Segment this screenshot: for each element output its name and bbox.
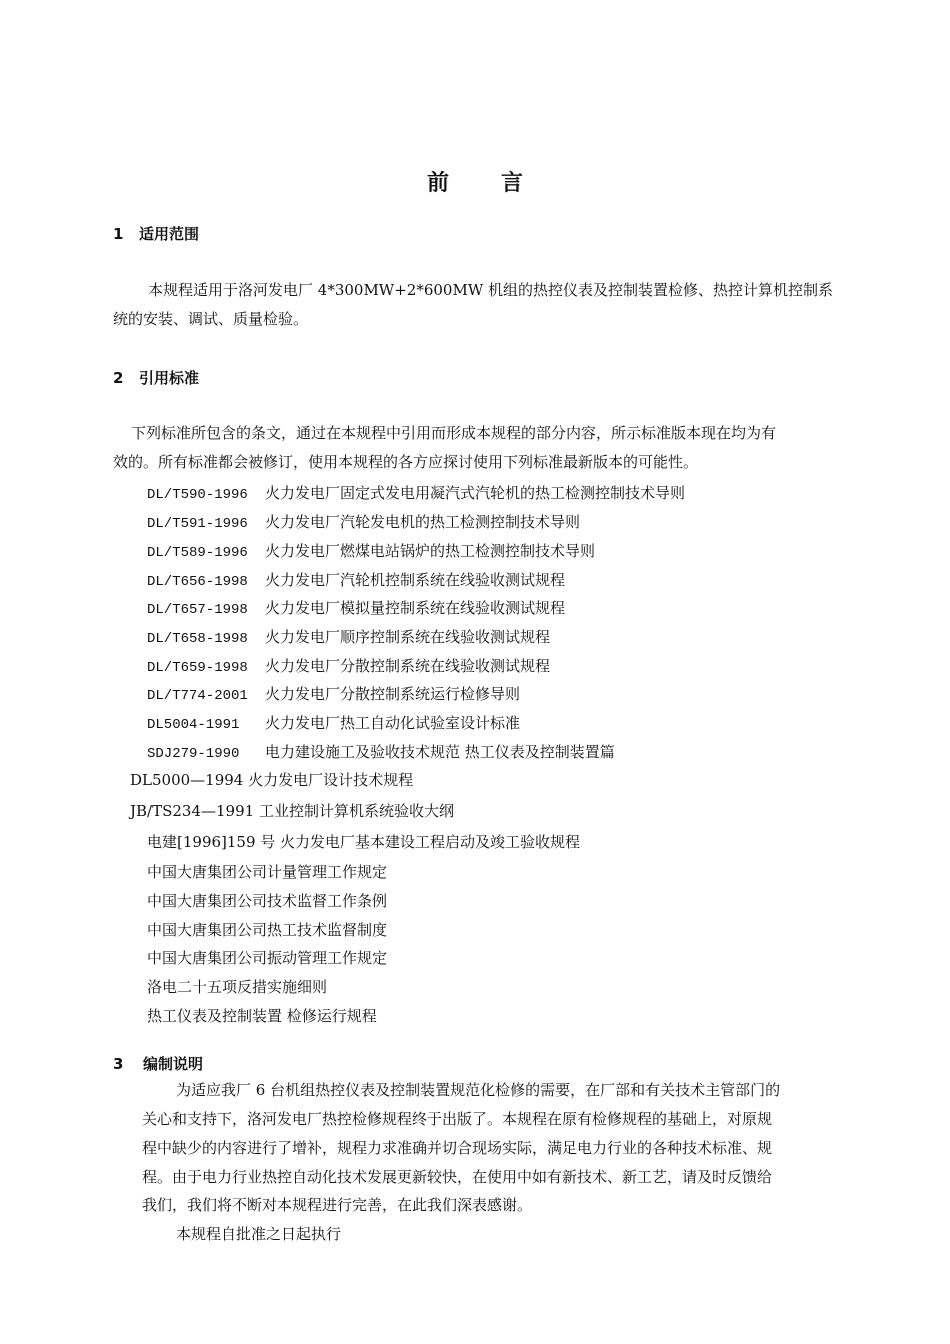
reference-code: DL/T658-1998 — [147, 631, 248, 647]
section-1-heading — [113, 223, 199, 244]
section-3-closing: 本规程自批准之日起执行 — [176, 1225, 342, 1243]
reference-code: DL5004-1991 — [147, 717, 240, 733]
section-title: 适用范围 — [139, 225, 200, 243]
reference-title: 火力发电厂汽轮机控制系统在线验收测试规程 — [265, 571, 566, 589]
reference-item: 洛电二十五项反措实施细则 — [147, 978, 328, 996]
section-2-intro-line: 效的。所有标准都会被修订，使用本规程的各方应探讨使用下列标准最新版本的可能性。 — [113, 453, 699, 471]
section-3-heading — [113, 1053, 203, 1074]
section-1-paragraph-line: 本规程适用于洛河发电厂 4*300MW+2*600MW 机组的热控仪表及控制装置检修、热控计算机控制系 — [148, 281, 834, 299]
reference-code: DL/T589-1996 — [147, 545, 248, 561]
reference-item — [147, 540, 595, 561]
reference-title: 火力发电厂顺序控制系统在线验收测试规程 — [265, 628, 551, 646]
section-number: 2 — [113, 369, 124, 387]
reference-item — [147, 569, 565, 590]
reference-item: 中国大唐集团公司计量管理工作规定 — [147, 863, 388, 881]
reference-item: JB/TS234—1991 工业控制计算机系统验收大纲 — [130, 802, 454, 820]
reference-item — [147, 683, 520, 704]
reference-code: DL/T659-1998 — [147, 660, 248, 676]
reference-item — [147, 712, 520, 733]
reference-item: 中国大唐集团公司热工技术监督制度 — [147, 921, 388, 939]
section-2-intro-line: 下列标准所包含的条文，通过在本规程中引用而形成本规程的部分内容，所示标准版本现在均为有 — [131, 424, 777, 442]
reference-item — [147, 655, 550, 676]
section-3-paragraph-line: 关心和支持下，洛河发电厂热控检修规程终于出版了。本规程在原有检修规程的基础上，对原规 — [142, 1110, 773, 1128]
section-3-paragraph-line: 程中缺少的内容进行了增补，规程力求准确并切合现场实际，满足电力行业的各种技术标准、规 — [142, 1139, 773, 1157]
reference-title: 火力发电厂汽轮发电机的热工检测控制技术导则 — [265, 513, 581, 531]
reference-code: DL/T656-1998 — [147, 574, 248, 590]
reference-title: 火力发电厂分散控制系统在线验收测试规程 — [265, 657, 551, 675]
reference-code: DL/T591-1996 — [147, 516, 248, 532]
title-char-left: 前 — [426, 171, 449, 196]
reference-item: 中国大唐集团公司振动管理工作规定 — [147, 949, 388, 967]
section-3-paragraph-line: 程。由于电力行业热控自动化技术发展更新较快，在使用中如有新技术、新工艺，请及时反馈给 — [142, 1168, 773, 1186]
reference-item — [147, 626, 550, 647]
reference-item: DL5000—1994 火力发电厂设计技术规程 — [130, 771, 414, 789]
title-char-right: 言 — [501, 171, 524, 196]
reference-item: 热工仪表及控制装置 检修运行规程 — [147, 1007, 377, 1025]
reference-code: SDJ279-1990 — [147, 746, 240, 762]
reference-item — [147, 597, 565, 618]
reference-title: 火力发电厂热工自动化试验室设计标准 — [265, 714, 521, 732]
reference-title: 火力发电厂燃煤电站锅炉的热工检测控制技术导则 — [265, 542, 596, 560]
reference-item — [147, 482, 685, 503]
reference-item — [147, 511, 580, 532]
section-1-paragraph-line: 统的安装、调试、质量检验。 — [113, 310, 309, 328]
reference-code: DL/T774-2001 — [147, 688, 248, 704]
reference-item: 电建[1996]159 号 火力发电厂基本建设工程启动及竣工验收规程 — [147, 833, 581, 851]
section-number: 1 — [113, 225, 124, 243]
section-3-paragraph-line: 我们，我们将不断对本规程进行完善，在此我们深表感谢。 — [142, 1196, 533, 1214]
reference-title: 火力发电厂模拟量控制系统在线验收测试规程 — [265, 599, 566, 617]
reference-title: 电力建设施工及验收技术规范 热工仪表及控制装置篇 — [265, 743, 615, 761]
page-title — [0, 166, 950, 197]
section-2-heading — [113, 367, 199, 388]
section-number: 3 — [113, 1055, 124, 1073]
reference-item — [147, 741, 615, 762]
reference-item: 中国大唐集团公司技术监督工作条例 — [147, 892, 388, 910]
section-title: 引用标准 — [139, 369, 200, 387]
reference-title: 火力发电厂固定式发电用凝汽式汽轮机的热工检测控制技术导则 — [265, 484, 686, 502]
reference-code: DL/T590-1996 — [147, 487, 248, 503]
reference-title: 火力发电厂分散控制系统运行检修导则 — [265, 685, 521, 703]
reference-code: DL/T657-1998 — [147, 602, 248, 618]
section-title: 编制说明 — [143, 1055, 204, 1073]
section-3-paragraph-line: 为适应我厂 6 台机组热控仪表及控制装置规范化检修的需要，在厂部和有关技术主管部门的 — [176, 1081, 781, 1099]
